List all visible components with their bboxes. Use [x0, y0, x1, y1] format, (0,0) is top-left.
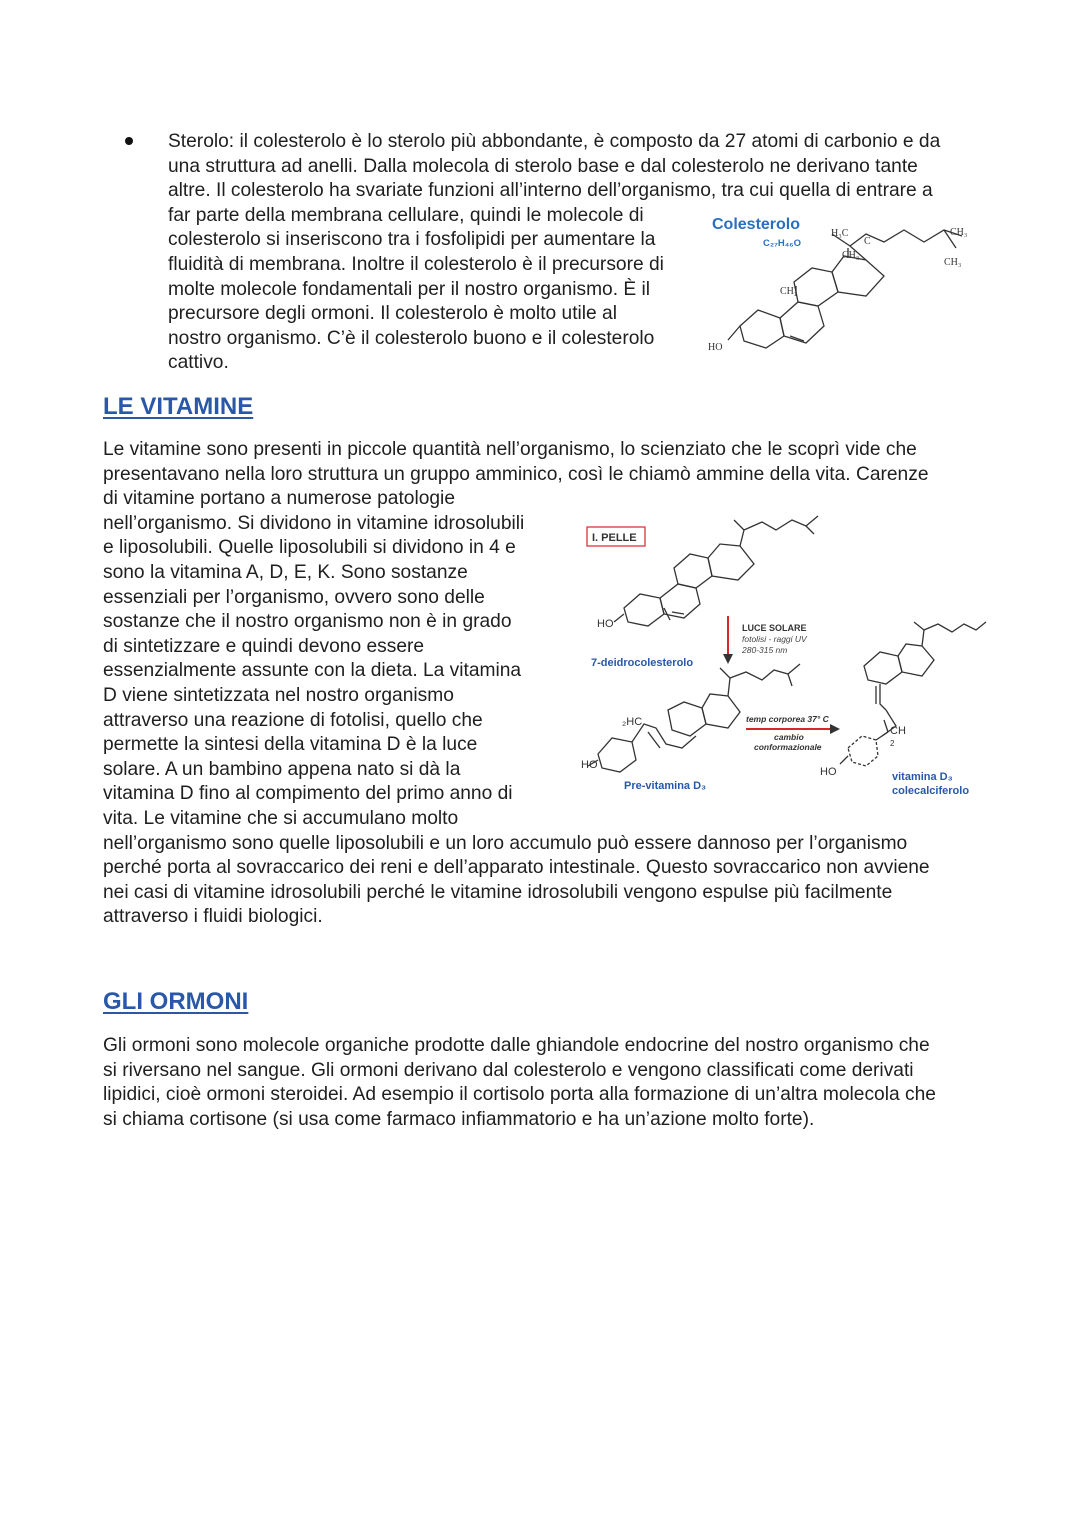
text-line: si riversano nel sangue. Gli ormoni derivano dal colesterolo e vengono classificati come derivati [103, 1059, 914, 1081]
text-line: Sterolo: il colesterolo è lo sterolo più abbondante, è composto da 27 atomi di carbonio e da [168, 131, 941, 152]
pelle-label: I. PELLE [592, 532, 637, 544]
ho-label: HO [581, 759, 598, 771]
bullet-point [125, 137, 133, 145]
hc-label: ₂HC [622, 716, 643, 728]
ho-label: HO [597, 618, 614, 630]
text-line: vitamina D fino al compimento del primo anno di [103, 783, 513, 805]
conformazionale-label: conformazionale [754, 742, 822, 752]
text-line: precursore degli ormoni. Il colesterolo è molto utile al [168, 303, 617, 325]
text-line: nell’organismo. Si dividono in vitamine idrosolubili [103, 512, 525, 534]
text-line: si chiama cortisone (si usa come farmaco infiammatorio e ha un’azione molto forte). [103, 1108, 815, 1130]
ormoni-paragraph [103, 1034, 936, 1132]
text-line: solare. A un bambino appena nato si dà la [103, 758, 461, 780]
text-line: molte molecole fondamentali per il nostro organismo. È il [168, 278, 651, 300]
deidrocolesterolo-label: 7-deidrocolesterolo [591, 657, 694, 669]
text-line: altre. Il colesterolo ha svariate funzioni all’interno dell’organismo, tra cui quella di entrare a [168, 180, 933, 202]
text-line: sostanze che il nostro organismo non è in grado [103, 611, 512, 633]
previtamina-label: Pre-vitamina D₃ [624, 780, 707, 792]
section-heading: LE VITAMINE [103, 393, 254, 420]
ch-label: CH [890, 725, 906, 737]
figure-title: Colesterolo [712, 216, 801, 233]
subscript-label: 2 [890, 739, 895, 748]
ch3-label: CH₃ [944, 257, 962, 268]
text-line: essenziali per l’organismo, ovvero sono delle [103, 586, 485, 608]
temp-label: temp corporea 37° C [746, 714, 829, 724]
cambio-label: cambio [774, 732, 804, 742]
text-line: nell’organismo sono quelle liposolubili e un loro accumulo può essere dannoso per l’organismo [103, 832, 908, 854]
text-line: nostro organismo. C’è il colesterolo buono e il colesterolo [168, 327, 655, 349]
ch3-label: CH₃ [950, 227, 968, 238]
text-line: attraverso una reazione di fotolisi, quello che [103, 709, 483, 731]
text-line: Gli ormoni sono molecole organiche prodotte dalle ghiandole endocrine del nostro organismo che [103, 1035, 930, 1056]
text-line: e liposolubili. Quelle liposolubili si dividono in 4 e [103, 537, 516, 559]
ho-label: HO [820, 766, 837, 778]
ch3-label: CH₃ [842, 250, 860, 261]
text-line: cattivo. [168, 352, 229, 374]
text-line: di sintetizzare e quindi devono essere [103, 635, 425, 657]
colecalciferolo-label: colecalciferolo [892, 785, 970, 797]
section-heading: GLI ORMONI [103, 988, 249, 1015]
text-line: di vitamine portano a numerose patologie [103, 488, 455, 510]
text-line: permette la sintesi della vitamina D è la luce [103, 734, 478, 756]
text-line: sono la vitamina A, D, E, K. Sono sostanze [103, 561, 468, 583]
luce-solare-label: LUCE SOLARE [742, 623, 807, 633]
text-line: colesterolo si inseriscono tra i fosfolipidi per aumentare la [168, 229, 656, 251]
fotolisi-label: fotolisi - raggi UV [742, 634, 807, 644]
c-label: C [864, 236, 871, 247]
ch3-label: CH₃ [780, 286, 798, 297]
vitamin-d-synthesis-diagram [578, 510, 988, 805]
text-line: perché porta al sovraccarico dei reni e dell’apparato intestinale. Questo sovraccarico non avviene [103, 857, 930, 879]
text-line: far parte della membrana cellulare, quindi le molecole di [168, 204, 644, 226]
text-line: presentavano nella loro struttura un gruppo amminico, così le chiamò ammine della vita. Carenze [103, 463, 929, 485]
text-line: vita. Le vitamine che si accumulano molto [103, 807, 459, 829]
text-line: una struttura ad anelli. Dalla molecola di sterolo base e dal colesterolo ne derivano tante [168, 155, 918, 177]
vitamina-d3-label: vitamina D₃ [892, 771, 953, 783]
text-line: lipidici, cioè ormoni steroidei. Ad esempio il cortisolo porta alla formazione di un’altra molecola che [103, 1084, 936, 1106]
ho-label: HO [708, 342, 723, 353]
cholesterol-structure [700, 208, 990, 358]
h3c-label: H₃C [831, 228, 849, 239]
text-line: nei casi di vitamine idrosolubili perché le vitamine idrosolubili vengono espulse più facilmente [103, 881, 893, 903]
text-line: essenzialmente assunte con la dieta. La vitamina [103, 660, 522, 682]
wavelength-label: 280-315 nm [742, 645, 788, 655]
molecular-formula: C₂₇H₄₆O [763, 238, 801, 249]
text-line: D viene sintetizzata nel nostro organismo [103, 684, 454, 706]
text-line: Le vitamine sono presenti in piccole quantità nell’organismo, lo scienziato che le scoprì vide che [103, 439, 917, 460]
text-line: attraverso i fluidi biologici. [103, 906, 323, 928]
text-line: fluidità di membrana. Inoltre il colesterolo è il precursore di [168, 253, 664, 275]
